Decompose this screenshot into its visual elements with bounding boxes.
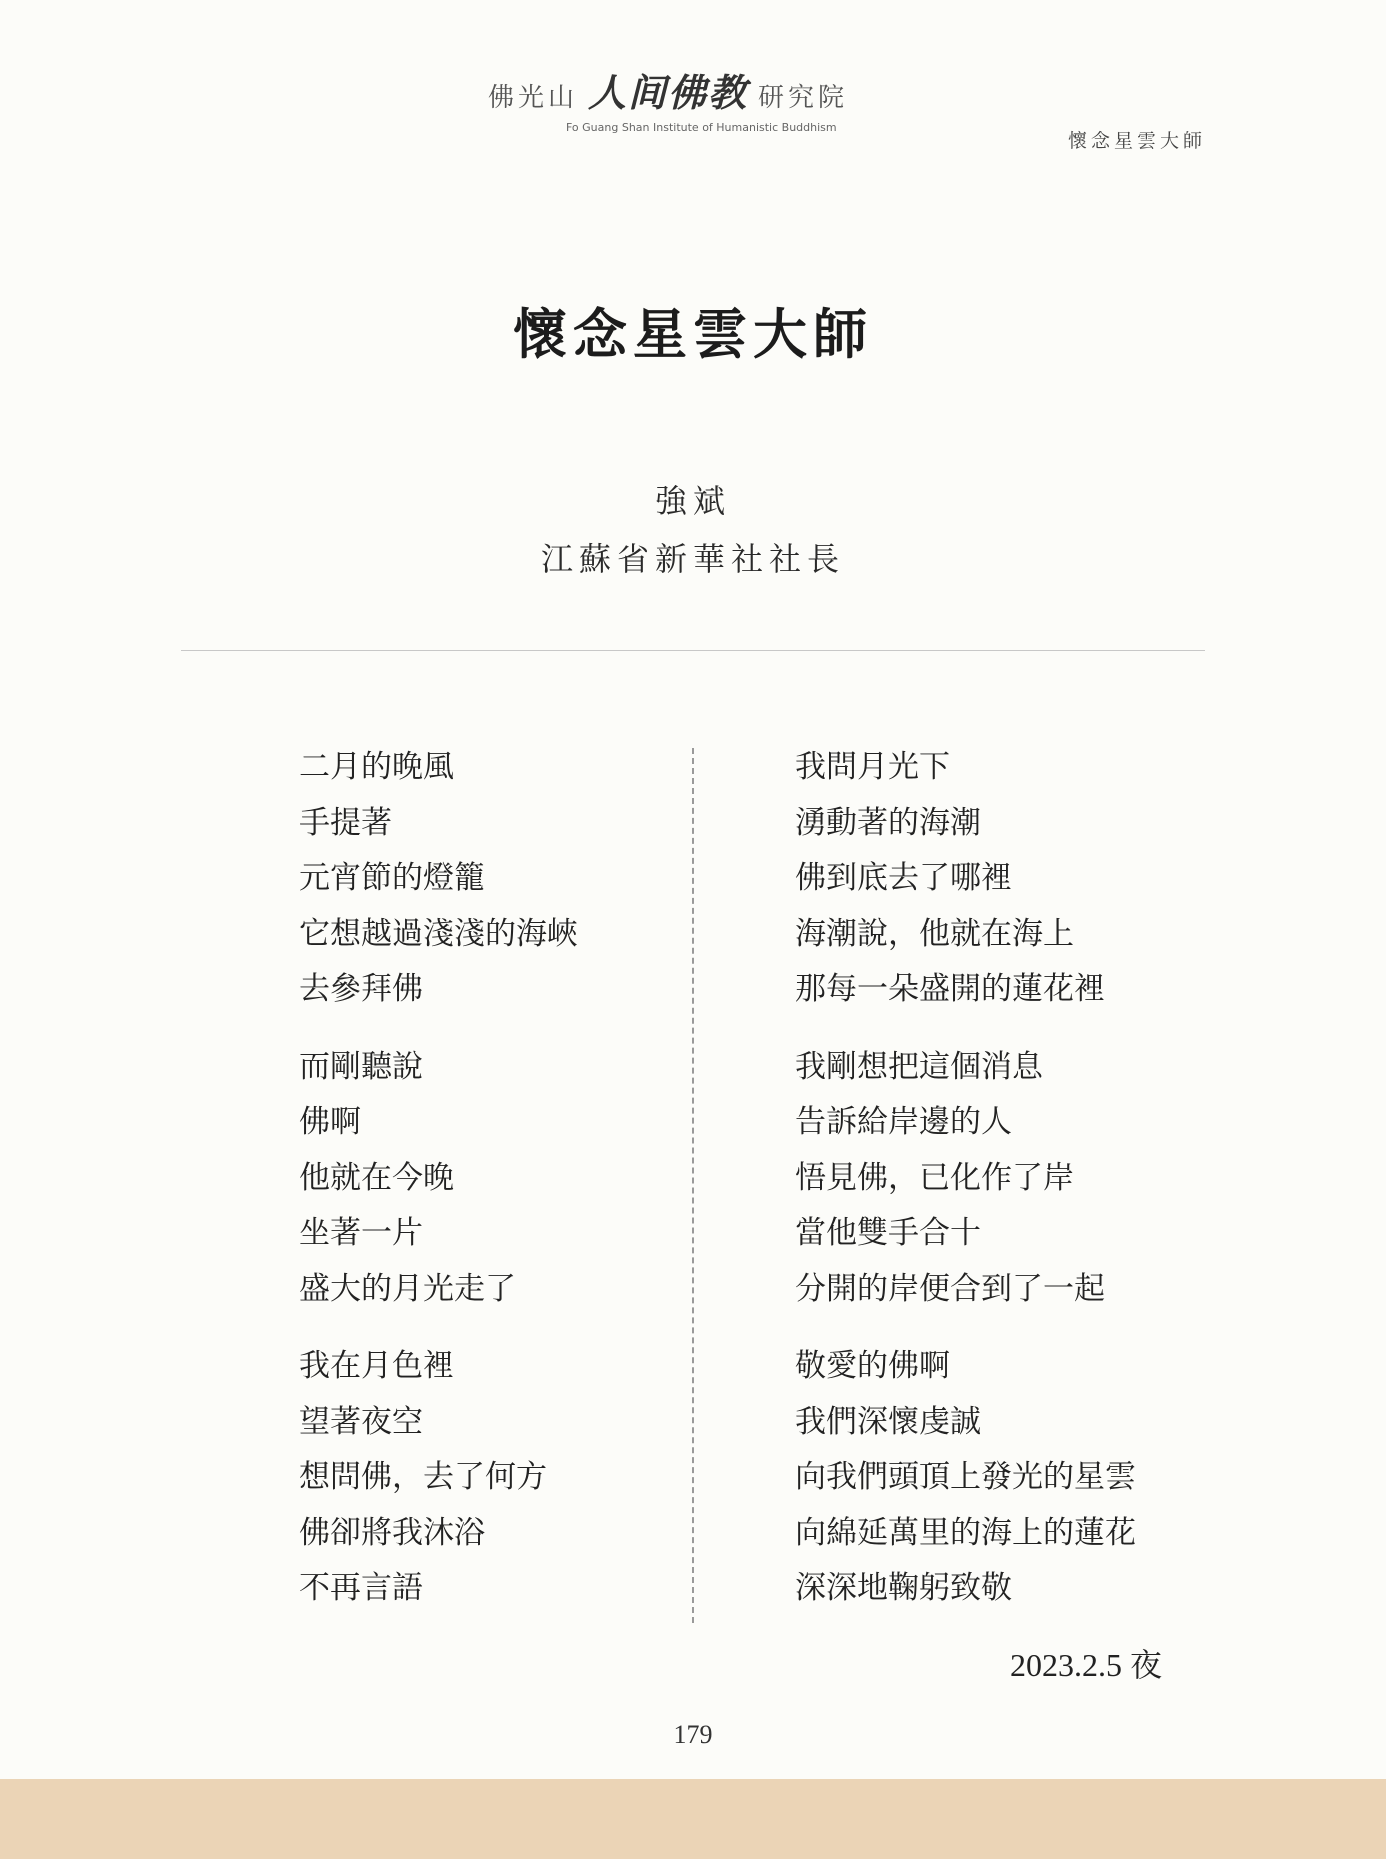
logo-prefix: 佛光山 — [488, 83, 579, 113]
poem-left-column — [299, 740, 578, 1639]
poem-stanza — [299, 1040, 578, 1318]
poem-line: 告訴給岸邊的人 — [795, 1104, 1012, 1140]
author-name: 強斌 — [654, 482, 731, 520]
poem-stanza — [299, 1339, 578, 1617]
poem-line: 佛到底去了哪裡 — [795, 860, 1012, 896]
poem-line: 去參拜佛 — [299, 971, 423, 1007]
poem-stanza — [795, 740, 1136, 1018]
poem-line: 向我們頭頂上發光的星雲 — [795, 1459, 1136, 1495]
author-affiliation: 江蘇省新華社社長 — [540, 540, 845, 578]
section-divider — [181, 650, 1205, 651]
running-head: 懷念星雲大師 — [1067, 130, 1206, 152]
poem-line: 我問月光下 — [795, 749, 950, 785]
logo-suffix: 研究院 — [758, 83, 849, 113]
poem-right-column — [795, 740, 1136, 1639]
poem-line: 手提著 — [299, 804, 392, 841]
poem-line: 分開的岸便合到了一起 — [795, 1270, 1105, 1307]
poem-line: 向綿延萬里的海上的蓮花 — [795, 1514, 1136, 1551]
logo-chinese — [488, 62, 888, 117]
logo-english: Fo Guang Shan Institute of Humanistic Buddhism — [566, 121, 837, 134]
poem-line: 他就在今晚 — [299, 1159, 454, 1196]
poem-line: 湧動著的海潮 — [795, 804, 981, 841]
column-divider — [692, 748, 694, 1623]
poem-stanza — [299, 740, 578, 1018]
poem-line: 海潮說，他就在海上 — [795, 915, 1074, 952]
poem-line: 想問佛，去了何方 — [299, 1459, 547, 1495]
poem-line: 盛大的月光走了 — [299, 1270, 516, 1307]
logo-calligraphy: 人间佛教 — [588, 70, 749, 115]
poem-line: 佛啊 — [299, 1104, 361, 1140]
footer-band — [0, 1779, 1386, 1859]
poem-line: 而剛聽說 — [299, 1048, 423, 1085]
page-number: 179 — [673, 1720, 713, 1749]
poem-line: 不再言語 — [299, 1570, 423, 1606]
poem-line: 佛卻將我沐浴 — [299, 1514, 485, 1551]
poem-line: 它想越過淺淺的海峽 — [299, 915, 578, 952]
poem-line: 悟見佛，已化作了岸 — [795, 1159, 1074, 1196]
poem-line: 元宵節的燈籠 — [299, 860, 485, 896]
poem-stanza — [795, 1040, 1136, 1318]
poem-line: 坐著一片 — [299, 1215, 423, 1251]
poem-line: 那每一朵盛開的蓮花裡 — [795, 971, 1105, 1007]
article-title: 懷念星雲大師 — [513, 302, 873, 366]
poem-line: 敬愛的佛啊 — [795, 1348, 950, 1384]
poem-line: 我們深懷虔誠 — [795, 1403, 981, 1440]
poem-date: 2023.2.5 夜 — [1009, 1647, 1162, 1683]
poem-line: 我在月色裡 — [299, 1348, 454, 1384]
poem-line: 深深地鞠躬致敬 — [795, 1570, 1012, 1606]
poem-stanza — [795, 1339, 1136, 1617]
poem-line: 望著夜空 — [299, 1403, 423, 1440]
poem-line: 當他雙手合十 — [795, 1215, 981, 1251]
poem-line: 二月的晚風 — [299, 749, 454, 785]
institute-logo — [488, 62, 888, 134]
poem-line: 我剛想把這個消息 — [795, 1048, 1043, 1085]
